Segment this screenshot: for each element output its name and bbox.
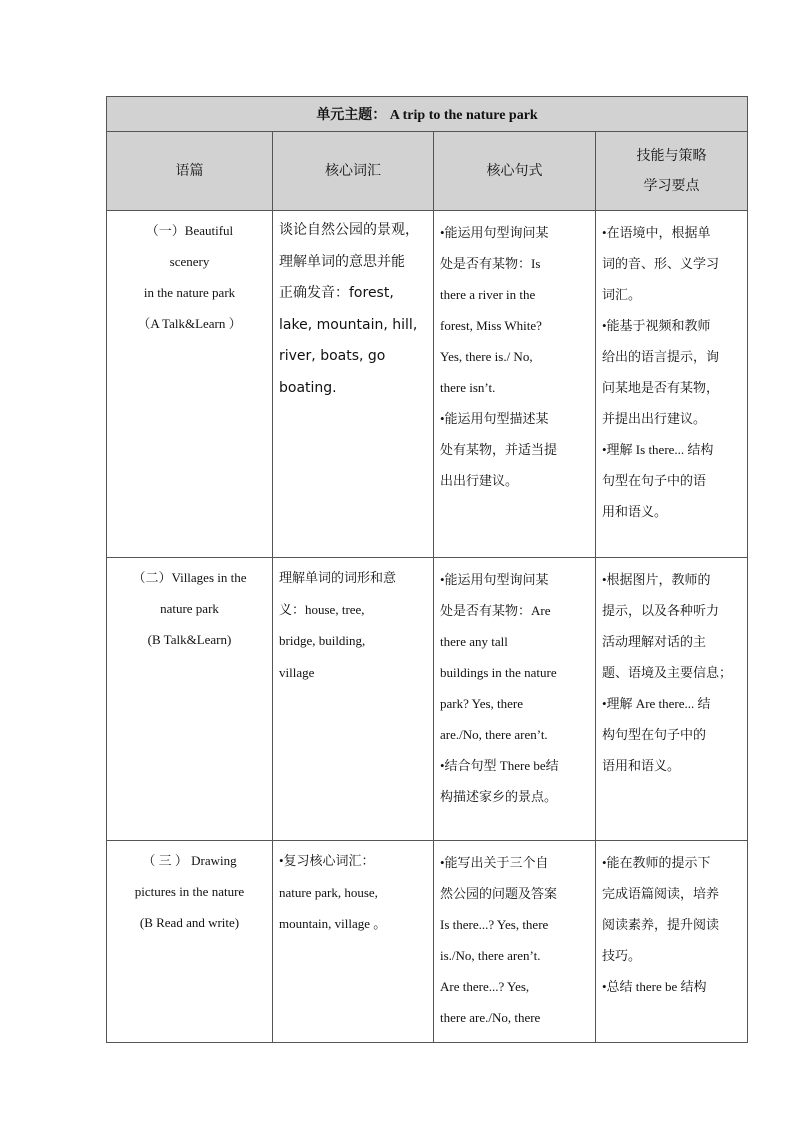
text-cell xyxy=(107,558,273,841)
vocabulary-cell xyxy=(273,211,434,558)
cell-line: •在语境中，根据单 xyxy=(602,225,711,240)
cell-line: 出出行建议。 xyxy=(440,473,519,488)
cell-line: 谈论自然公园的景观， xyxy=(279,222,419,238)
cell-line: scenery xyxy=(169,254,210,269)
cell-line: there any tall xyxy=(440,634,508,649)
cell-line: •结合句型 There be结 xyxy=(440,758,559,773)
cell-line: 理解单词的词形和意 xyxy=(279,570,397,585)
skill-cell xyxy=(596,211,748,558)
cell-line: Are there...? Yes, xyxy=(440,979,530,994)
cell-line: lake, mountain, hill, xyxy=(279,316,418,333)
cell-line: park? Yes, there xyxy=(440,696,524,711)
cell-line: 给出的语言提示，询 xyxy=(602,349,720,364)
cell-line: (B Talk&Learn) xyxy=(147,632,232,647)
header-text: 语篇 xyxy=(107,132,273,211)
cell-line: 语用和语义。 xyxy=(602,758,681,773)
cell-line: 题、语境及主要信息； xyxy=(602,665,733,680)
cell-line: •复习核心词汇： xyxy=(279,853,375,868)
cell-line: 提示，以及各种听力 xyxy=(602,603,720,618)
cell-line: 词汇。 xyxy=(602,287,642,302)
cell-line: river, boats, go xyxy=(279,348,386,364)
cell-line: （ 三 ） Drawing xyxy=(142,853,237,868)
skill-cell xyxy=(596,841,748,1043)
cell-line: village xyxy=(279,664,315,680)
text-cell xyxy=(107,841,273,1043)
cell-line: forest, Miss White? xyxy=(440,318,542,333)
cell-line: 处是否有某物：Are xyxy=(440,603,551,618)
cell-line: is./No, there aren’t. xyxy=(440,948,541,963)
cell-line: •能运用句型描述某 xyxy=(440,411,549,426)
cell-line: bridge, building, xyxy=(279,633,366,648)
header-vocabulary: 核心词汇 xyxy=(273,132,434,211)
vocabulary-cell xyxy=(273,558,434,841)
table-row xyxy=(107,841,748,1043)
cell-line: 活动理解对话的主 xyxy=(602,634,707,649)
vocabulary-cell xyxy=(273,841,434,1043)
cell-line: （一）Beautiful xyxy=(145,223,234,238)
cell-line: Is there...? Yes, there xyxy=(440,917,549,932)
cell-line: nature park, house, xyxy=(279,884,378,900)
cell-line: (B Read and write) xyxy=(139,915,240,930)
cell-line: 并提出出行建议。 xyxy=(602,411,707,426)
cell-line: 阅读素养，提升阅读 xyxy=(602,917,720,932)
cell-line: in the nature park xyxy=(143,285,236,300)
cell-line: pictures in the nature xyxy=(134,884,245,899)
table-row xyxy=(107,558,748,841)
skill-cell xyxy=(596,558,748,841)
cell-line: there isn’t. xyxy=(440,380,496,395)
cell-line: 技巧。 xyxy=(602,948,642,963)
cell-line: （A Talk&Learn ） xyxy=(137,316,242,331)
cell-line: 义：house, tree, xyxy=(279,601,365,617)
unit-theme-title: 单元主题： A trip to the nature park xyxy=(107,97,748,132)
cell-line: 用和语义。 xyxy=(602,504,668,519)
cell-line: 句型在句子中的语 xyxy=(602,473,707,488)
cell-line: •能写出关于三个自 xyxy=(440,855,549,870)
cell-line: buildings in the nature xyxy=(440,665,557,680)
cell-line: •能在教师的提示下 xyxy=(602,855,711,870)
cell-line: are./No, there aren’t. xyxy=(440,727,548,742)
cell-line: •理解 Is there... 结构 xyxy=(602,442,714,457)
cell-line: 理解单词的意思并能 xyxy=(279,253,405,270)
cell-line: 处有某物，并适当提 xyxy=(440,442,558,457)
text-cell xyxy=(107,211,273,558)
cell-line: Yes, there is./ No, xyxy=(440,349,533,364)
cell-line: there are./No, there xyxy=(440,1010,541,1025)
cell-line: 问某地是否有某物， xyxy=(602,380,720,395)
cell-line: 然公园的问题及答案 xyxy=(440,886,558,901)
table-row xyxy=(107,211,748,558)
cell-line: •理解 Are there... 结 xyxy=(602,696,711,711)
header-skills-strategies: 技能与策略 学习要点 xyxy=(596,132,748,211)
cell-line: •能运用句型询问某 xyxy=(440,225,549,240)
cell-line: 处是否有某物：Is xyxy=(440,256,541,271)
unit-plan-table xyxy=(106,96,748,1043)
cell-line: •总结 there be 结构 xyxy=(602,979,707,994)
cell-line: 正确发音：forest, xyxy=(279,285,394,301)
cell-line: 完成语篇阅读，培养 xyxy=(602,886,720,901)
cell-line: •能运用句型询问某 xyxy=(440,572,549,587)
cell-line: 构句型在句子中的 xyxy=(602,727,707,742)
sentence-cell xyxy=(434,841,596,1043)
cell-line: 词的音、形、义学习 xyxy=(602,256,720,271)
cell-line: （二）Villages in the xyxy=(132,570,247,585)
header-sentence-patterns: 核心句式 xyxy=(434,132,596,211)
cell-line: •能基于视频和教师 xyxy=(602,318,711,333)
sentence-cell xyxy=(434,558,596,841)
cell-line: boating. xyxy=(279,379,337,396)
cell-line: mountain, village 。 xyxy=(279,916,387,931)
cell-line: 构描述家乡的景点。 xyxy=(440,789,558,804)
cell-line: •根据图片，教师的 xyxy=(602,572,711,587)
sentence-cell xyxy=(434,211,596,558)
cell-line: there a river in the xyxy=(440,287,536,302)
cell-line: nature park xyxy=(160,601,219,616)
